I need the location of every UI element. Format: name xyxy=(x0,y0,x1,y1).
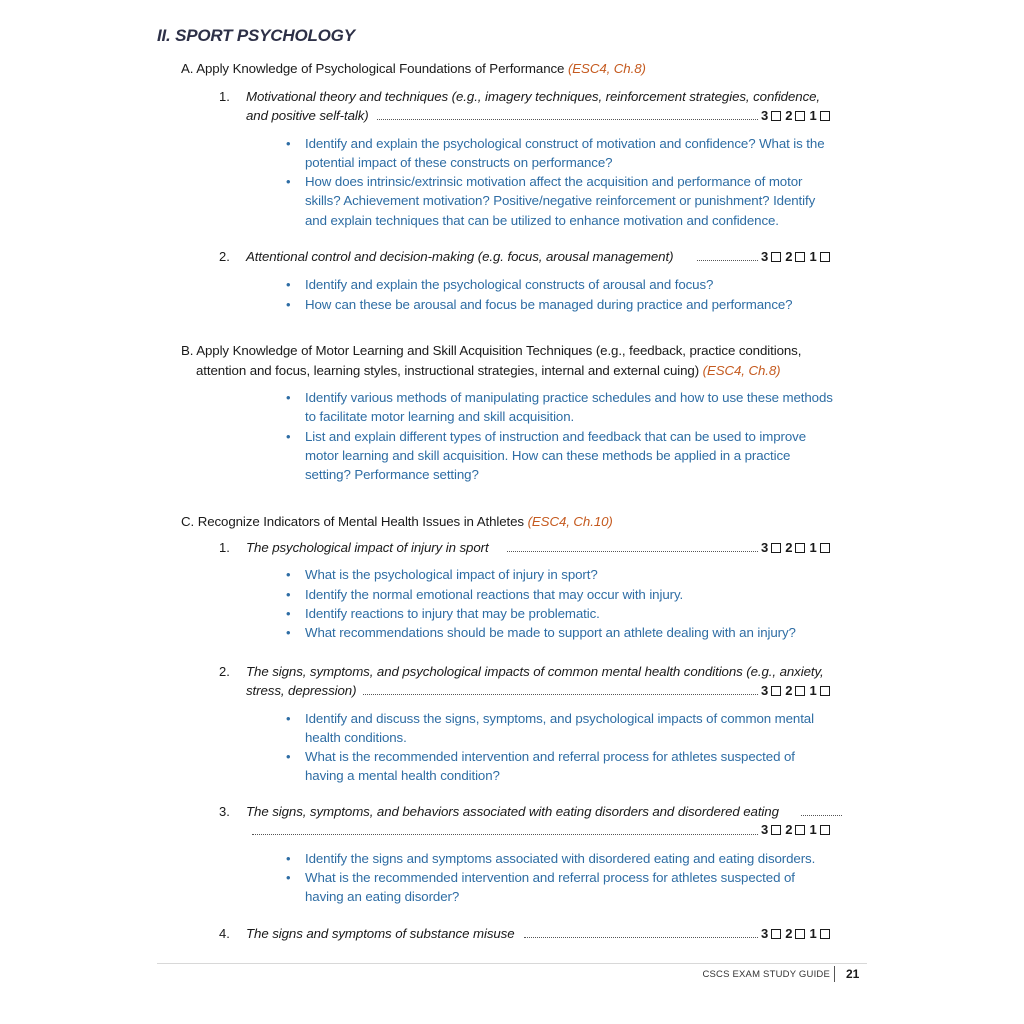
subsection-c-heading: C. Recognize Indicators of Mental Health Issues in Athletes xyxy=(181,514,524,529)
item-number: 2. xyxy=(219,249,230,264)
footer-guide-title: CSCS EXAM STUDY GUIDE xyxy=(702,969,830,980)
section-title: II. SPORT PSYCHOLOGY xyxy=(157,26,355,45)
subsection-a-reference: (ESC4, Ch.8) xyxy=(567,61,646,76)
subsection-c-reference: (ESC4, Ch.10) xyxy=(527,514,613,529)
item-number: 1. xyxy=(219,89,230,104)
dot-leader xyxy=(252,834,758,835)
dot-leader xyxy=(507,551,758,552)
checkbox-3[interactable] xyxy=(771,252,781,262)
bullet-a1-2-line3: and explain techniques that can be utilized to enhance motivation and confidence. xyxy=(305,213,779,228)
dot-leader xyxy=(524,937,758,938)
rating-3-label: 3 xyxy=(761,683,769,698)
item-number: 4. xyxy=(219,926,230,941)
rating-1-label: 1 xyxy=(809,249,817,264)
bullet-icon: • xyxy=(286,851,291,866)
bullet-a1-2-line2: skills? Achievement motivation? Positive/negative reinforcement or punishment? Identify xyxy=(305,193,816,208)
rating-1-label: 1 xyxy=(809,540,817,555)
bullet-c3-2-line2: having an eating disorder? xyxy=(305,889,460,904)
bullet-icon: • xyxy=(286,136,291,151)
checkbox-2[interactable] xyxy=(795,252,805,262)
bullet-c1-2: Identify the normal emotional reactions that may occur with injury. xyxy=(305,587,684,602)
subsection-a-heading: A. Apply Knowledge of Psychological Foundations of Performance xyxy=(181,61,565,76)
bullet-c2-1-line2: health conditions. xyxy=(305,730,407,745)
bullet-icon: • xyxy=(286,711,291,726)
checkbox-2[interactable] xyxy=(795,111,805,121)
bullet-icon: • xyxy=(286,587,291,602)
bullet-a2-2: How can these be arousal and focus be managed during practice and performance? xyxy=(305,297,793,312)
subsection-b-title-line2 xyxy=(196,363,781,378)
rating-3-label: 3 xyxy=(761,249,769,264)
rating-checkboxes-c4 xyxy=(761,926,830,941)
bullet-icon: • xyxy=(286,390,291,405)
rating-1-label: 1 xyxy=(809,108,817,123)
bullet-c1-3: Identify reactions to injury that may be problematic. xyxy=(305,606,600,621)
rating-checkboxes-c1 xyxy=(761,540,830,555)
rating-3-label: 3 xyxy=(761,926,769,941)
bullet-c2-2-line1: What is the recommended intervention and referral process for athletes suspected of xyxy=(305,749,795,764)
bullet-icon: • xyxy=(286,567,291,582)
bullet-icon: • xyxy=(286,749,291,764)
item-c1-text: The psychological impact of injury in sport xyxy=(246,540,489,555)
page-number: 21 xyxy=(846,967,860,981)
dot-leader xyxy=(363,694,758,695)
rating-checkboxes-a1 xyxy=(761,108,830,123)
bullet-c2-2-line2: having a mental health condition? xyxy=(305,768,500,783)
rating-1-label: 1 xyxy=(809,683,817,698)
item-number: 1. xyxy=(219,540,230,555)
subsection-c-title xyxy=(181,514,613,529)
rating-1-label: 1 xyxy=(809,926,817,941)
bullet-icon: • xyxy=(286,625,291,640)
checkbox-2[interactable] xyxy=(795,686,805,696)
item-a1-text-line1: Motivational theory and techniques (e.g., imagery techniques, reinforcement strategies, confidence, xyxy=(246,89,821,104)
rating-checkboxes-c2 xyxy=(761,683,830,698)
checkbox-1[interactable] xyxy=(820,825,830,835)
checkbox-3[interactable] xyxy=(771,929,781,939)
rating-checkboxes-c3 xyxy=(761,822,830,837)
item-c3-text: The signs, symptoms, and behaviors associated with eating disorders and disordered eating xyxy=(246,804,779,819)
item-c2-text-line2: stress, depression) xyxy=(246,683,357,698)
rating-2-label: 2 xyxy=(785,249,793,264)
bullet-a1-1-line2: potential impact of these constructs on performance? xyxy=(305,155,613,170)
checkbox-2[interactable] xyxy=(795,543,805,553)
bullet-a2-1: Identify and explain the psychological constructs of arousal and focus? xyxy=(305,277,714,292)
footer-divider xyxy=(157,963,867,964)
bullet-c2-1-line1: Identify and discuss the signs, symptoms, and psychological impacts of common mental xyxy=(305,711,814,726)
subsection-b-reference: (ESC4, Ch.8) xyxy=(702,363,781,378)
dot-leader xyxy=(801,815,842,816)
rating-3-label: 3 xyxy=(761,822,769,837)
bullet-b-2-line1: List and explain different types of instruction and feedback that can be used to improve xyxy=(305,429,806,444)
bullet-icon: • xyxy=(286,429,291,444)
bullet-icon: • xyxy=(286,174,291,189)
bullet-icon: • xyxy=(286,277,291,292)
dot-leader xyxy=(697,260,758,261)
bullet-c3-1: Identify the signs and symptoms associated with disordered eating and eating disorders. xyxy=(305,851,816,866)
bullet-c1-4: What recommendations should be made to support an athlete dealing with an injury? xyxy=(305,625,796,640)
dot-leader xyxy=(377,119,758,120)
item-number: 2. xyxy=(219,664,230,679)
subsection-b-title-line1: B. Apply Knowledge of Motor Learning and Skill Acquisition Techniques (e.g., feedback, practice conditions, xyxy=(181,343,802,358)
bullet-a1-1-line1: Identify and explain the psychological construct of motivation and confidence? What is the xyxy=(305,136,825,151)
item-c2-text-line1: The signs, symptoms, and psychological impacts of common mental health conditions (e.g., anxiety, xyxy=(246,664,824,679)
checkbox-3[interactable] xyxy=(771,543,781,553)
bullet-icon: • xyxy=(286,297,291,312)
rating-2-label: 2 xyxy=(785,540,793,555)
footer-separator xyxy=(834,966,835,982)
rating-checkboxes-a2 xyxy=(761,249,830,264)
item-number: 3. xyxy=(219,804,230,819)
rating-2-label: 2 xyxy=(785,822,793,837)
bullet-b-1-line2: to facilitate motor learning and skill acquisition. xyxy=(305,409,575,424)
checkbox-1[interactable] xyxy=(820,686,830,696)
subsection-a-title xyxy=(181,61,646,76)
checkbox-1[interactable] xyxy=(820,111,830,121)
item-a2-text: Attentional control and decision-making (e.g. focus, arousal management) xyxy=(246,249,674,264)
bullet-c1-1: What is the psychological impact of injury in sport? xyxy=(305,567,598,582)
rating-2-label: 2 xyxy=(785,683,793,698)
subsection-b-heading: attention and focus, learning styles, instructional strategies, internal and external cuing) xyxy=(196,363,700,378)
checkbox-1[interactable] xyxy=(820,543,830,553)
rating-2-label: 2 xyxy=(785,108,793,123)
bullet-c3-2-line1: What is the recommended intervention and referral process for athletes suspected of xyxy=(305,870,795,885)
bullet-b-2-line2: motor learning and skill acquisition. How can these methods be applied in a practice xyxy=(305,448,791,463)
checkbox-1[interactable] xyxy=(820,929,830,939)
bullet-b-2-line3: setting? Performance setting? xyxy=(305,467,479,482)
rating-3-label: 3 xyxy=(761,540,769,555)
rating-2-label: 2 xyxy=(785,926,793,941)
checkbox-3[interactable] xyxy=(771,111,781,121)
bullet-b-1-line1: Identify various methods of manipulating practice schedules and how to use these methods xyxy=(305,390,833,405)
item-a1-text-line2: and positive self-talk) xyxy=(246,108,369,123)
bullet-a1-2-line1: How does intrinsic/extrinsic motivation affect the acquisition and performance of motor xyxy=(305,174,803,189)
bullet-icon: • xyxy=(286,870,291,885)
checkbox-2[interactable] xyxy=(795,929,805,939)
checkbox-1[interactable] xyxy=(820,252,830,262)
checkbox-3[interactable] xyxy=(771,825,781,835)
rating-3-label: 3 xyxy=(761,108,769,123)
item-c4-text: The signs and symptoms of substance misuse xyxy=(246,926,515,941)
checkbox-3[interactable] xyxy=(771,686,781,696)
rating-1-label: 1 xyxy=(809,822,817,837)
bullet-icon: • xyxy=(286,606,291,621)
checkbox-2[interactable] xyxy=(795,825,805,835)
